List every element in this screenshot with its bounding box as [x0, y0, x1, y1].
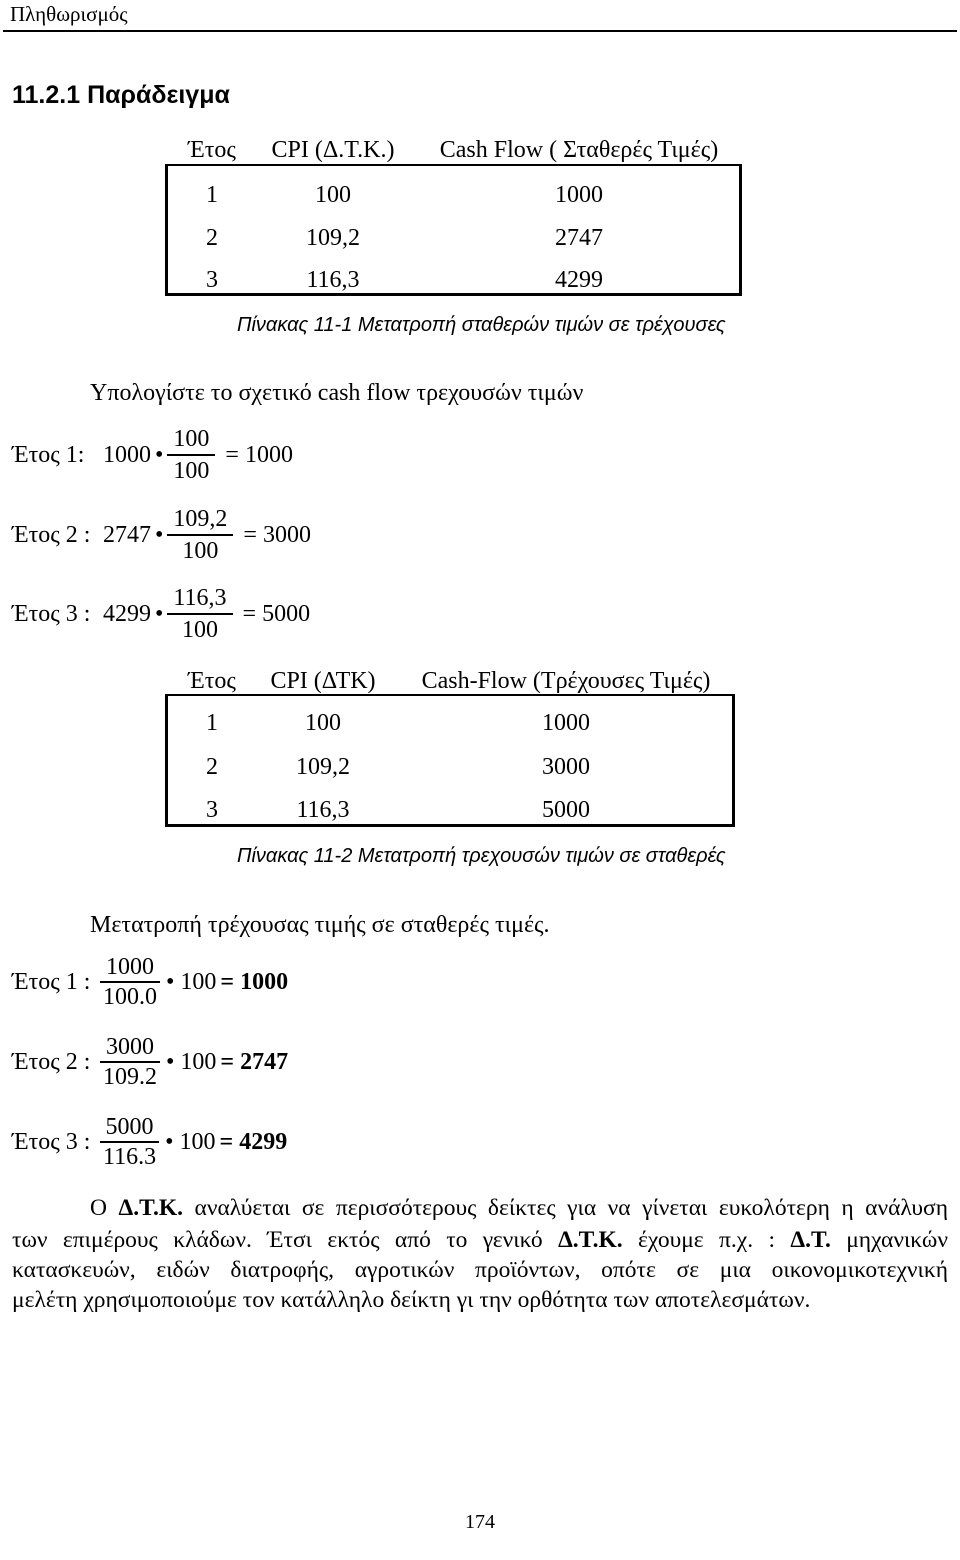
- fraction-numerator: 3000: [100, 1033, 160, 1063]
- header-rule: [3, 30, 957, 32]
- paragraph-text: μελέτη χρησιμοποιούμε τον κατάλληλο δείκτη γι την ορθότητα των αποτελεσμάτων.: [12, 1287, 811, 1313]
- multiply-dot: •: [166, 969, 175, 995]
- multiply-dot: •: [165, 1129, 174, 1155]
- paragraph-line: [90, 1193, 948, 1223]
- fraction-denominator: 100.0: [103, 984, 157, 1010]
- table-row: [165, 708, 735, 738]
- table-row: [165, 223, 742, 253]
- running-header: Πληθωρισμός: [10, 2, 128, 26]
- fraction-numerator: 100: [167, 424, 215, 456]
- equation-result: 1000: [244, 442, 293, 468]
- table-cell: 1000: [555, 182, 603, 208]
- fraction: [167, 424, 215, 486]
- table-cell: 1000: [542, 710, 590, 736]
- equation-row: [12, 953, 288, 1011]
- equation-factor: 100: [180, 1049, 217, 1075]
- section-intro: Υπολογίστε το σχετικό cash flow τρεχουσών τιμών: [90, 380, 584, 406]
- fraction-denominator: 100: [182, 538, 219, 564]
- table-header-cell: Cash Flow ( Σταθερές Τιμές): [439, 137, 719, 163]
- table-header-cell: Cash-Flow (Τρέχουσες Τιμές): [421, 668, 711, 694]
- fraction-denominator: 100: [173, 458, 210, 484]
- equation-result: 5000: [262, 601, 311, 627]
- equals-sign: =: [242, 601, 257, 627]
- equation-value: 2747: [103, 522, 151, 548]
- equation-row: [12, 424, 293, 486]
- equation-result: 4299: [239, 1129, 288, 1155]
- equation-row: [12, 504, 311, 566]
- equation-value: 4299: [103, 601, 151, 627]
- table-cell: 2: [206, 754, 218, 780]
- equals-sign: =: [243, 522, 257, 548]
- equation-label: Έτος 3 :: [12, 1129, 91, 1155]
- table-cell: 1: [206, 710, 218, 736]
- table-constant-prices: [165, 135, 742, 297]
- fraction-numerator: 116,3: [167, 583, 232, 615]
- paragraph-line: [12, 1225, 948, 1255]
- table-header-row: [165, 666, 735, 696]
- equation-label: Έτος 2 :: [12, 522, 91, 548]
- fraction-denominator: 100: [181, 617, 218, 643]
- equation-label: Έτος 2 :: [12, 1049, 91, 1075]
- fraction: [100, 953, 160, 1011]
- equation-result: 1000: [240, 969, 289, 995]
- equation-factor: 100: [179, 1129, 216, 1155]
- equation-factor: 100: [180, 969, 217, 995]
- table-cell: 109,2: [306, 225, 360, 251]
- paragraph-text: των επιμέρους κλάδων. Έτσι εκτός από το γενικό: [12, 1227, 559, 1253]
- equation-label: Έτος 1:: [12, 442, 85, 468]
- fraction-numerator: 109,2: [167, 504, 233, 536]
- paragraph-line: [12, 1255, 948, 1285]
- table-header-row: [165, 135, 742, 165]
- table-cell: 116,3: [306, 267, 360, 293]
- table-current-prices: [165, 666, 735, 828]
- paragraph-bold-term: Δ.Τ.Κ.: [558, 1227, 623, 1253]
- fraction: [167, 583, 232, 645]
- table-header-cell: Έτος: [188, 137, 236, 163]
- table-cell: 3: [206, 797, 218, 823]
- equals-sign: =: [220, 1049, 235, 1075]
- fraction-numerator: 5000: [100, 1113, 159, 1143]
- table-cell: 2747: [555, 225, 603, 251]
- page-number: 174: [465, 1511, 495, 1533]
- paragraph-bold-term: Δ.Τ.: [790, 1227, 831, 1253]
- table-row: [165, 795, 735, 825]
- equals-sign: =: [220, 969, 235, 995]
- paragraph-text: κατασκευών, ειδών διατροφής, αγροτικών προϊόντων, οπότε σε μια οικονομικοτεχνική: [12, 1257, 948, 1283]
- paragraph-text: Ο: [90, 1195, 119, 1221]
- equation-label: Έτος 3 :: [12, 601, 91, 627]
- table-row: [165, 265, 742, 295]
- fraction-denominator: 109.2: [103, 1064, 157, 1090]
- table-caption: Πίνακας 11-1 Μετατροπή σταθερών τιμών σε τρέχουσες: [237, 314, 726, 336]
- equals-sign: =: [219, 1129, 234, 1155]
- paragraph-text: αναλύεται σε περισσότερους δείκτες για να γίνεται ευκολότερη η ανάλυση: [183, 1195, 948, 1221]
- table-cell: 4299: [555, 267, 603, 293]
- multiply-dot: •: [155, 601, 164, 627]
- paragraph-bold-term: Δ.Τ.Κ.: [118, 1195, 184, 1221]
- fraction: [167, 504, 233, 566]
- equation-row: [12, 1113, 287, 1171]
- table-cell: 100: [315, 182, 351, 208]
- table-cell: 2: [206, 225, 218, 251]
- table-header-cell: Έτος: [188, 668, 236, 694]
- equation-result: 3000: [262, 522, 311, 548]
- fraction-denominator: 116.3: [103, 1144, 157, 1170]
- table-cell: 3000: [542, 754, 590, 780]
- table-row: [165, 752, 735, 782]
- table-cell: 100: [305, 710, 341, 736]
- multiply-dot: •: [155, 442, 164, 468]
- paragraph-line: [12, 1285, 810, 1315]
- table-cell: 109,2: [296, 754, 350, 780]
- paragraph-text: έχουμε π.χ. :: [622, 1227, 791, 1253]
- table-caption: Πίνακας 11-2 Μετατροπή τρεχουσών τιμών σε σταθερές: [237, 845, 726, 867]
- equation-value: 1000: [103, 442, 151, 468]
- multiply-dot: •: [155, 522, 164, 548]
- paragraph-text: μηχανικών: [830, 1227, 949, 1253]
- fraction-numerator: 1000: [100, 953, 160, 983]
- equation-label: Έτος 1 :: [12, 969, 91, 995]
- table-header-cell: CPI (ΔΤΚ): [270, 668, 376, 694]
- fraction: [100, 1033, 160, 1091]
- equation-result: 2747: [240, 1049, 289, 1075]
- table-header-cell: CPI (Δ.Τ.Κ.): [271, 137, 395, 163]
- multiply-dot: •: [166, 1049, 175, 1075]
- table-cell: 1: [206, 182, 218, 208]
- table-row: [165, 180, 742, 210]
- equals-sign: =: [225, 442, 239, 468]
- fraction: [100, 1113, 159, 1171]
- table-cell: 3: [206, 267, 218, 293]
- table-cell: 5000: [542, 797, 590, 823]
- table-cell: 116,3: [296, 797, 350, 823]
- equation-row: [12, 583, 310, 645]
- section-heading: 11.2.1 Παράδειγμα: [12, 81, 230, 109]
- equation-row: [12, 1033, 288, 1091]
- section-intro: Μετατροπή τρέχουσας τιμής σε σταθερές τιμές.: [90, 912, 550, 938]
